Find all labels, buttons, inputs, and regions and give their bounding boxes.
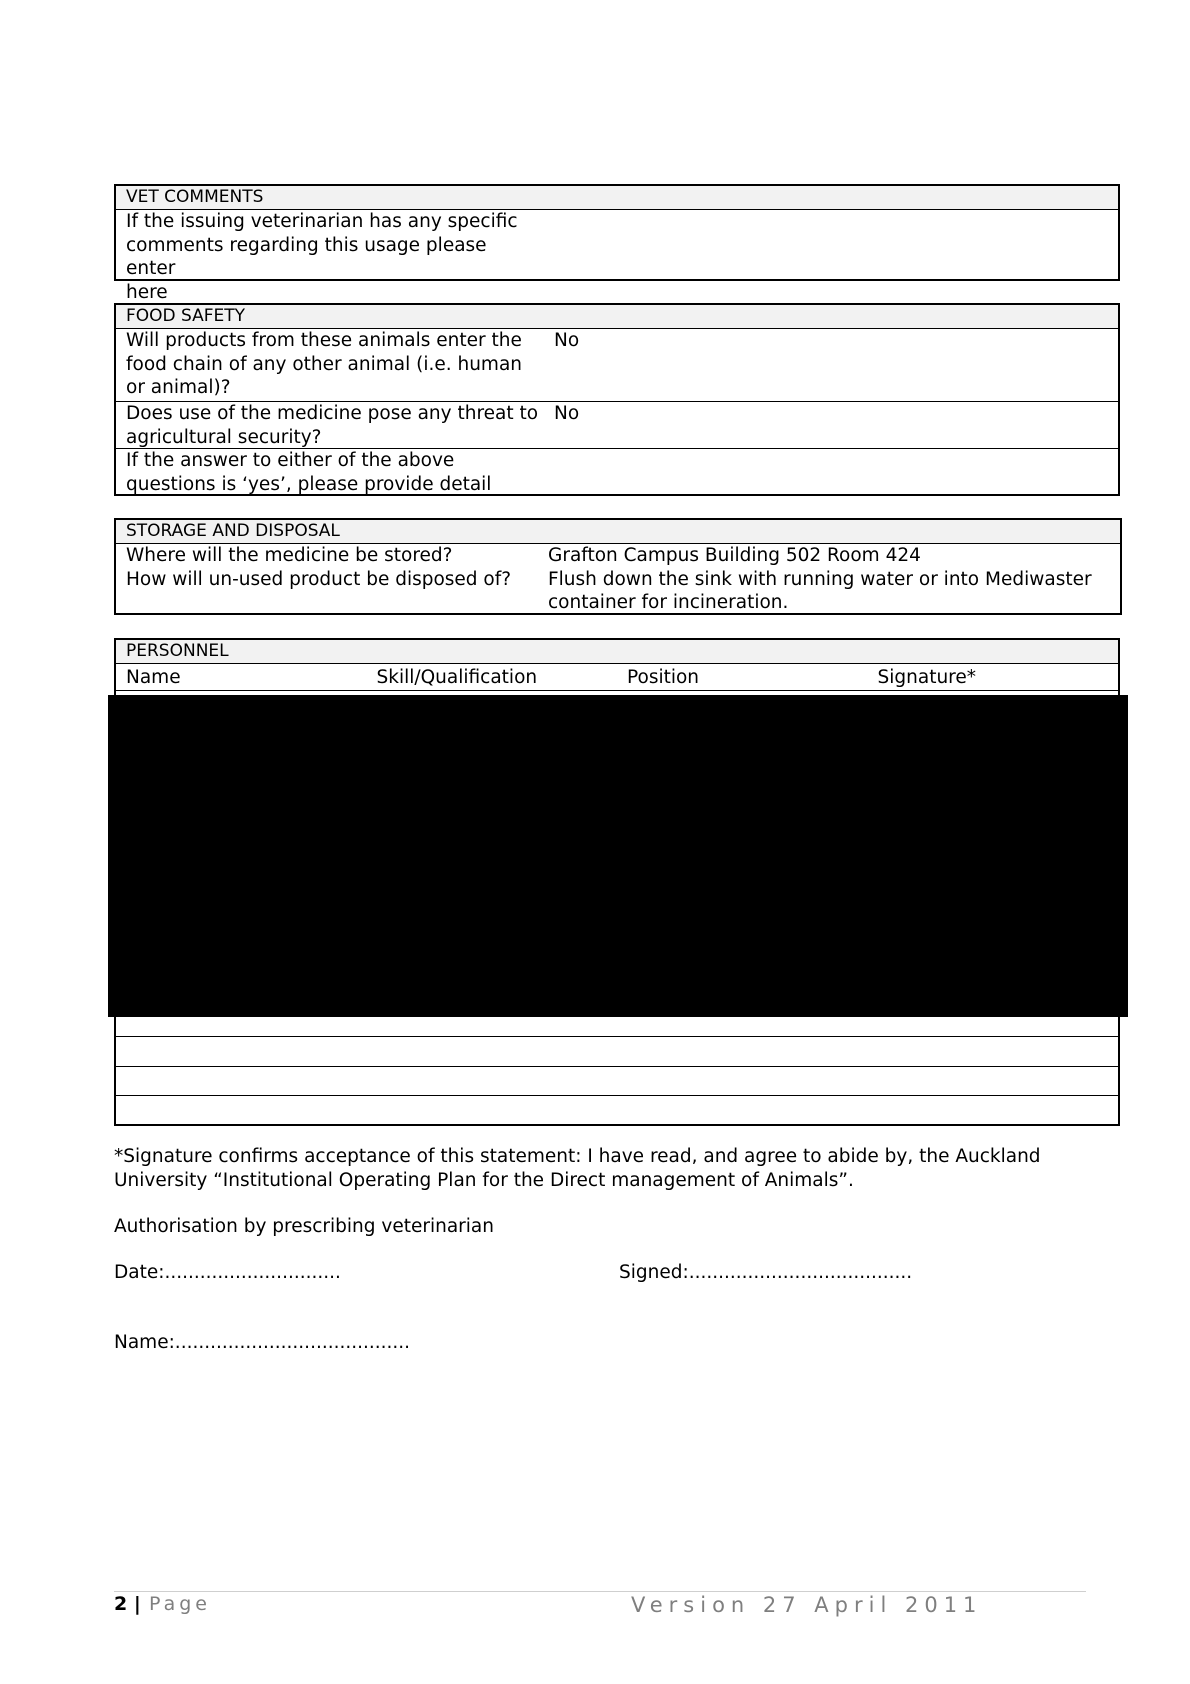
- personnel-column-headers: [116, 664, 1118, 691]
- authorisation-label: Authorisation by prescribing veterinarian: [114, 1216, 494, 1237]
- personnel-row[interactable]: [116, 1036, 1118, 1037]
- name-field[interactable]: Name:........................................: [114, 1332, 411, 1353]
- redaction-block: [108, 695, 1128, 1017]
- agri-security-answer[interactable]: No: [554, 403, 580, 424]
- food-chain-question: Will products from these animals enter the food chain of any other animal (i.e. human or animal)?: [126, 330, 523, 398]
- detail-question: If the answer to either of the above questions is ‘yes’, please provide detail: [126, 450, 492, 495]
- page-number: 2 |: [114, 1593, 141, 1615]
- column-position: Position: [627, 667, 700, 688]
- vet-comments-heading: VET COMMENTS: [116, 186, 1118, 210]
- column-signature: Signature*: [877, 667, 976, 688]
- storage-answers: [539, 544, 1120, 615]
- column-skill: Skill/Qualification: [376, 667, 538, 688]
- storage-heading: STORAGE AND DISPOSAL: [116, 520, 1120, 544]
- detail-field[interactable]: [539, 449, 1118, 495]
- vet-comments-label: If the issuing veterinarian has any specific comments regarding this usage please enter here: [126, 211, 518, 303]
- footer-divider: [114, 1591, 1086, 1592]
- signed-field[interactable]: Signed:......................................: [619, 1262, 913, 1283]
- storage-questions: [116, 544, 539, 615]
- food-safety-section: [114, 303, 1120, 496]
- disposal-question: How will un-used product be disposed of?: [126, 568, 512, 590]
- personnel-row[interactable]: [116, 1095, 1118, 1096]
- food-chain-answer[interactable]: No: [554, 330, 580, 351]
- vet-comments-field[interactable]: [539, 210, 1118, 304]
- disposal-answer[interactable]: Flush down the sink with running water or into Mediwaster container for incineration.: [548, 568, 1092, 613]
- storage-location-question: Where will the medicine be stored?: [126, 545, 453, 566]
- personnel-row[interactable]: [116, 1066, 1118, 1067]
- agri-security-question: Does use of the medicine pose any threat to agricultural security?: [126, 403, 539, 448]
- page-word: Page: [149, 1593, 211, 1615]
- column-name: Name: [126, 667, 181, 688]
- version-label: Version 27 April 2011: [631, 1593, 983, 1617]
- storage-section: [114, 518, 1122, 615]
- vet-comments-section: [114, 184, 1120, 303]
- signature-statement: *Signature confirms acceptance of this statement: I have read, and agree to abide by, the Auckland University “Institutional Operating Plan for the Direct management of Animals”.: [114, 1146, 1041, 1191]
- storage-location-answer[interactable]: Grafton Campus Building 502 Room 424: [548, 545, 921, 566]
- date-field[interactable]: Date:..............................: [114, 1262, 341, 1283]
- food-safety-heading: FOOD SAFETY: [116, 305, 1118, 329]
- personnel-heading: PERSONNEL: [116, 640, 1118, 664]
